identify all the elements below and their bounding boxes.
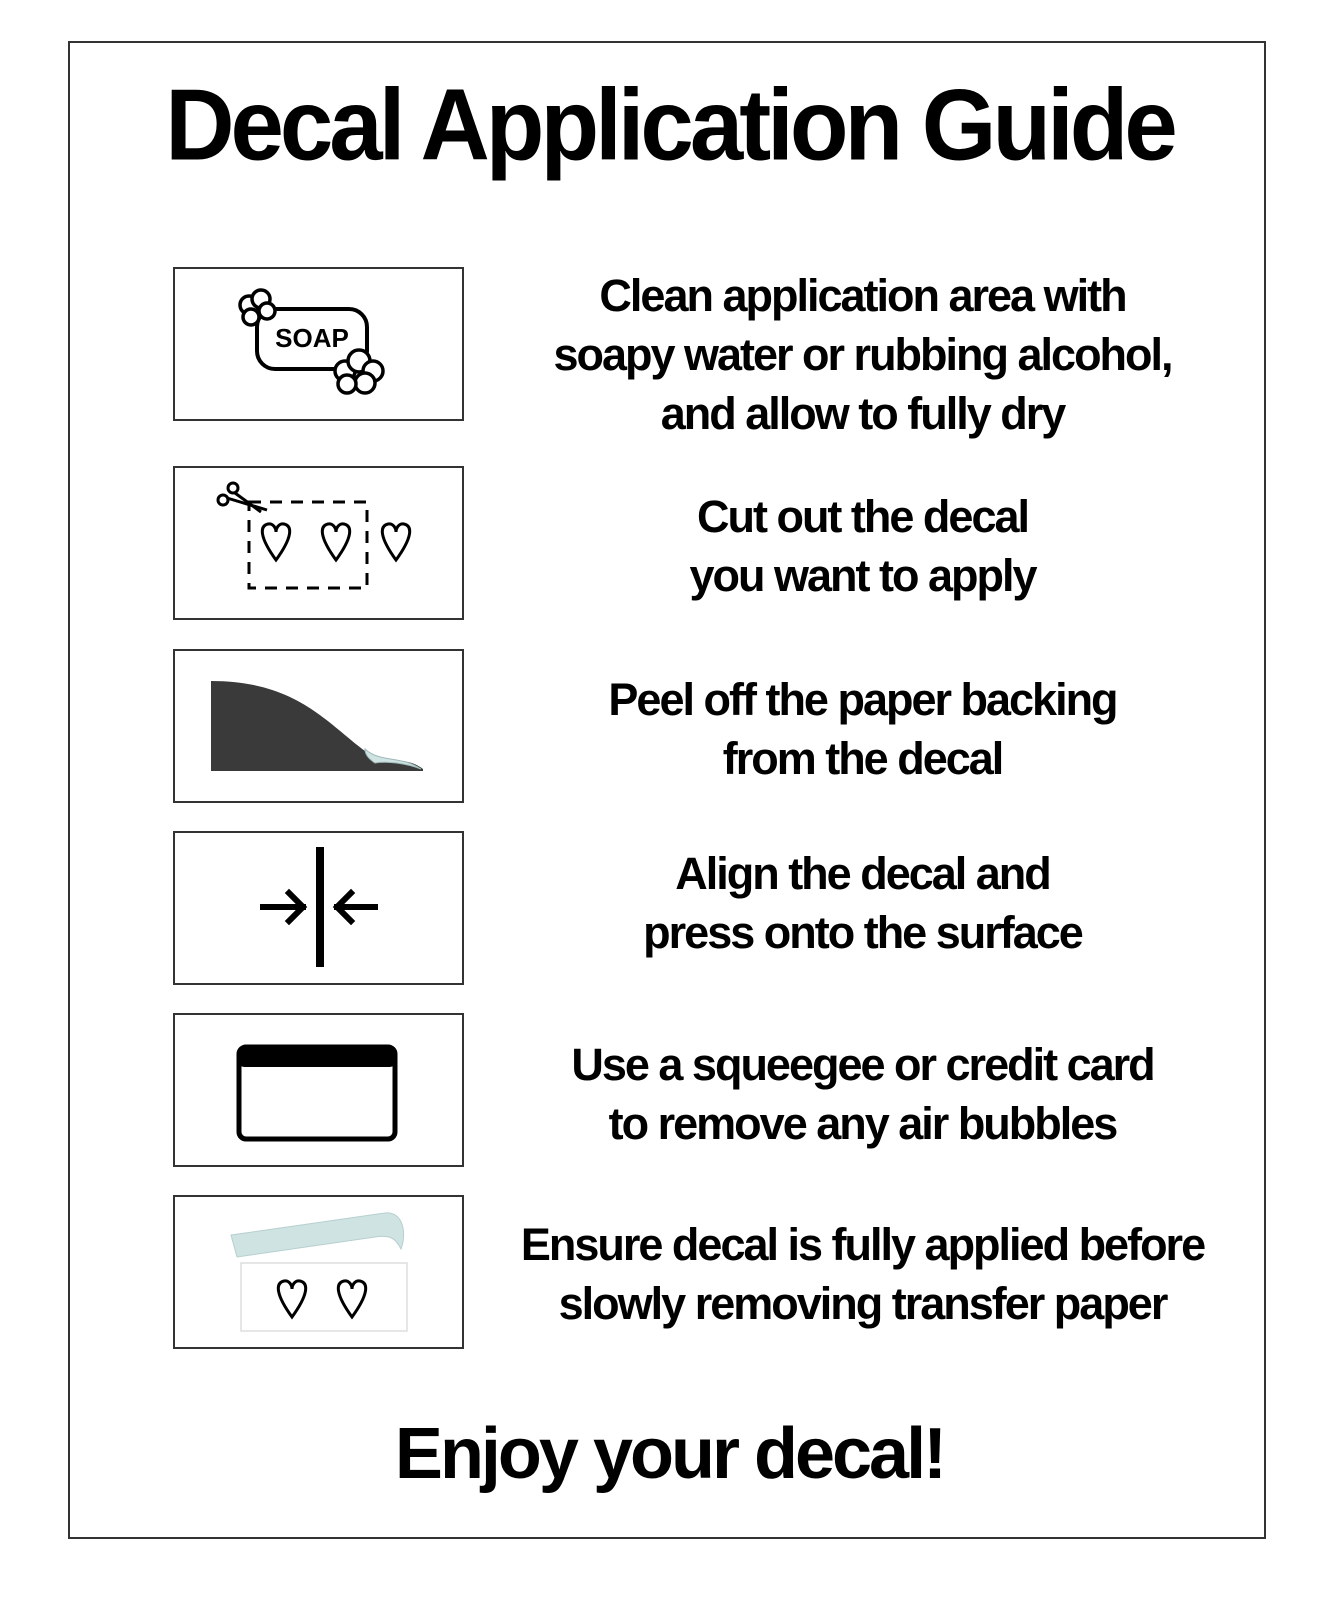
- peel-backing-icon: [175, 651, 462, 801]
- scissors-icon: [218, 483, 267, 512]
- step-3-icon-box: [173, 649, 464, 803]
- page-title: Decal Application Guide: [165, 69, 1174, 182]
- soap-icon: [175, 269, 462, 419]
- align-arrows-icon: [175, 833, 462, 983]
- step-6-text: Ensure decal is fully applied before slowly removing transfer paper: [520, 1219, 1205, 1329]
- step-6-icon-box: [173, 1195, 464, 1349]
- transfer-paper-icon: [175, 1197, 462, 1347]
- step-5-text: Use a squeegee or credit card to remove any air bubbles: [571, 1039, 1154, 1149]
- step-4-text: Align the decal and press onto the surface: [643, 848, 1082, 958]
- step-1-text: Clean application area with soapy water or rubbing alcohol, and allow to fully dry: [553, 270, 1172, 439]
- step-2-icon-box: [173, 466, 464, 620]
- step-3-text: Peel off the paper backing from the decal: [608, 674, 1117, 784]
- scissors-cut-hearts-icon: [175, 468, 462, 618]
- svg-text:SOAP: SOAP: [275, 323, 349, 353]
- hearts-icon: [262, 524, 409, 560]
- credit-card-icon: [175, 1015, 462, 1165]
- step-1-icon-box: [173, 267, 464, 421]
- step-5-icon-box: [173, 1013, 464, 1167]
- step-2-text: Cut out the decal you want to apply: [689, 491, 1036, 601]
- step-4-icon-box: [173, 831, 464, 985]
- closing-message: Enjoy your decal!: [394, 1414, 945, 1494]
